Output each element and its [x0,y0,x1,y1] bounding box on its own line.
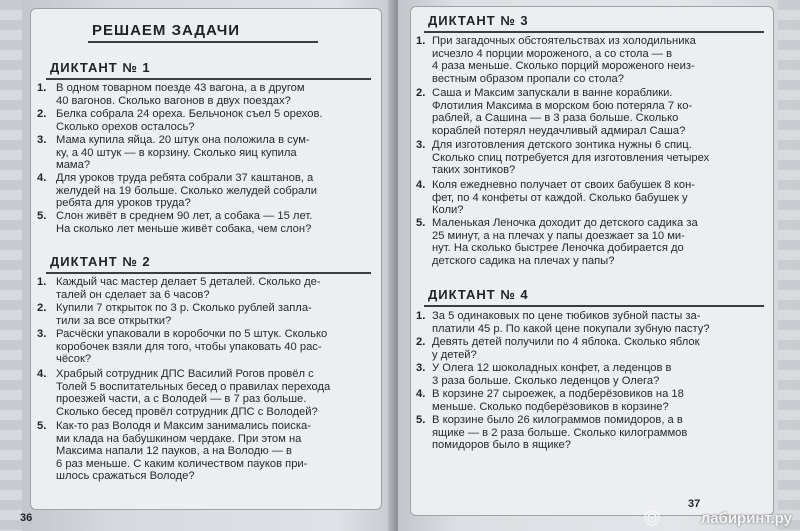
problem-text: Купили 7 открыток по 3 р. Сколько рублей запла- тили за все открытки? [56,302,312,327]
problem-number: 1. [416,310,426,322]
problem-text: При загадочных обстоятельствах из холодильника исчезло 4 порции мороженого, а со стола — в 4 раза меньше. Сколько порций мороженого неиз- вестным образом пропали со стола? [432,35,696,85]
problem-text: У Олега 12 шоколадных конфет, а леденцов в 3 раза больше. Сколько леденцов у Олега? [432,362,672,387]
dictation-heading-1: ДИКТАНТ № 1 [50,60,151,75]
problem-text: В одном товарном поезде 43 вагона, а в другом 40 вагонов. Сколько вагонов в двух поездах? [56,82,305,107]
problem-number: 5. [416,414,426,426]
dictation-heading-4: ДИКТАНТ № 4 [428,287,529,302]
problem-text: Девять детей получили по 4 яблока. Сколько яблок у детей? [432,336,700,361]
problem-number: 1. [416,35,426,47]
watermark: лабиринт.ру [700,510,792,527]
problem-text: Каждый час мастер делает 5 деталей. Сколько де- талей он сделает за 6 часов? [56,276,321,301]
problem-number: 3. [37,328,47,340]
page-number-left: 36 [20,512,33,524]
problem-text: Саша и Максим запускали в ванне кораблики. Флотилия Максима в морском бою потеряла 7 ко- раблей, а Сашина — в 3 раза больше. Сколько кораблей потерял неудачливый адмирал Саша? [432,87,693,137]
left-page [0,0,396,531]
problem-number: 4. [416,179,426,191]
problem-text: Маленькая Леночка доходит до детского садика за 25 минут, а на плечах у папы доезжает за 10 ми- нут. На сколько быстрее Леночка добирается до детского садика на плечах у папы? [432,217,698,267]
problem-number: 4. [37,172,47,184]
problem-text: За 5 одинаковых по цене тюбиков зубной пасты за- платили 45 р. По какой цене покупали зубную пасту? [432,310,710,335]
problem-number: 3. [416,139,426,151]
problem-text: Коля ежедневно получает от своих бабушек 8 кон- фет, по 4 конфеты от каждой. Сколько бабушек у Коли? [432,179,696,217]
problem-text: Мама купила яйца. 20 штук она положила в сум- ку, а 40 штук — в корзину. Сколько яиц купила мама? [56,134,310,172]
problem-number: 3. [37,134,47,146]
problem-text: Слон живёт в среднем 90 лет, а собака — 15 лет. На сколько лет меньше живёт собака, чем слон? [56,210,313,235]
problem-number: 1. [37,82,47,94]
problem-text: В корзине 27 сыроежек, а подберёзовиков на 18 меньше. Сколько подберёзовиков в корзине? [432,388,684,413]
labyrinth-logo-icon [644,510,660,526]
problem-text: Расчёски упаковали в коробочки по 5 штук. Сколько коробочек взяли для того, чтобы упаковать 40 рас- чёсок? [56,328,328,366]
section-title: РЕШАЕМ ЗАДАЧИ [92,22,241,39]
problem-number: 5. [37,420,47,432]
problem-text: Храбрый сотрудник ДПС Василий Рогов провёл с Толей 5 воспитательных бесед о правилах перехода проезжей части, а с Володей — в 7 раз больше. Сколько бесед провёл сотрудник ДПС с Володей? [56,368,331,418]
problem-number: 5. [416,217,426,229]
problem-number: 2. [37,302,47,314]
dictation-rule-1 [46,78,371,80]
problem-number: 2. [416,336,426,348]
problem-number: 4. [416,388,426,400]
problem-text: Белка собрала 24 ореха. Бельчонок съел 5 орехов. Сколько орехов осталось? [56,108,323,133]
problem-number: 2. [416,87,426,99]
problem-text: В корзине было 26 килограммов помидоров, а в ящике — в 2 раза больше. Сколько килограммов помидоров было в ящике? [432,414,688,452]
page-number-right: 37 [688,498,701,510]
problem-number: 2. [37,108,47,120]
problem-number: 4. [37,368,47,380]
dictation-rule-2 [46,272,371,274]
problem-number: 5. [37,210,47,222]
dictation-rule-4 [424,305,764,307]
problem-text: Для уроков труда ребята собрали 37 каштанов, а желудей на 19 больше. Сколько желудей собрали ребята для уроков труда? [56,172,317,210]
problem-number: 3. [416,362,426,374]
problem-text: Для изготовления детского зонтика нужны 6 спиц. Сколько спиц потребуется для изготовления четырех таких зонтиков? [432,139,710,177]
right-page-stripes [778,0,800,531]
dictation-heading-3: ДИКТАНТ № 3 [428,13,529,28]
problem-text: Как-то раз Володя и Максим занимались поиска- ми клада на бабушкином чердаке. При этом на Максима напали 12 пауков, а на Володю — в 6 раз меньше. С каким количеством пауков при- шлось сражаться Володе? [56,420,311,483]
dictation-rule-3 [424,31,764,33]
dictation-heading-2: ДИКТАНТ № 2 [50,254,151,269]
right-page [398,0,800,531]
section-rule [88,41,318,43]
problem-number: 1. [37,276,47,288]
left-page-stripes [0,0,22,531]
